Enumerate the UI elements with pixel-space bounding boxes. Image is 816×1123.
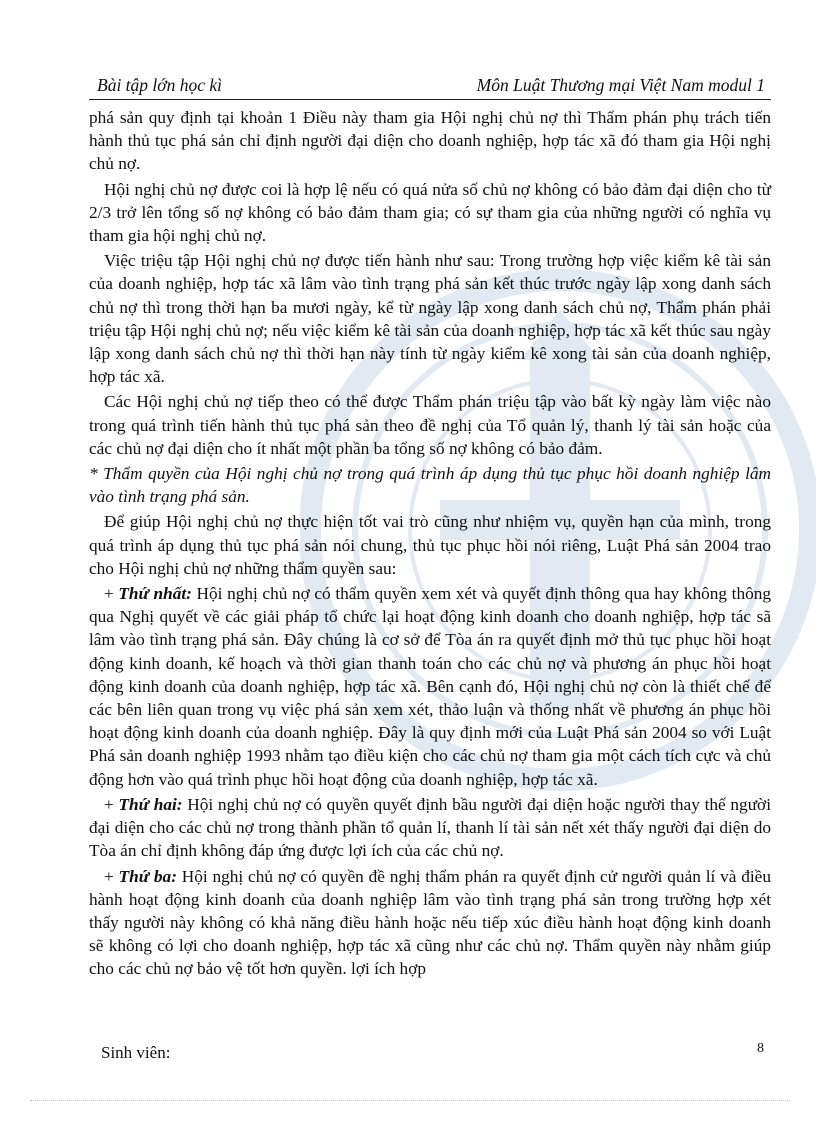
list-item-prefix: + [104,794,119,814]
paragraph: Việc triệu tập Hội nghị chủ nợ được tiến hành như sau: Trong trường hợp việc kiểm kê tài sản của doanh nghiệp, hợp tác xã lâm vào tình trạng phá sản kết thúc trước ngày lập xong danh sách chủ nợ thì trong thời hạn ba mươi ngày, kể từ ngày lập xong danh sách chủ nợ, Thẩm phán phải triệu tập Hội nghị chủ nợ; nếu việc kiểm kê tài sản của doanh nghiệp, hợp tác xã kết thúc sau ngày lập xong danh sách chủ nợ thì thời hạn này tính từ ngày kiểm kê xong tài sản của doanh nghiệp, hợp tác xã. [89,251,771,387]
page-number: 8 [757,1041,764,1056]
header-subject-label: Môn Luật Thương mại Việt Nam modul 1 [476,75,765,95]
document-body [89,106,771,983]
list-item-lead: Thứ ba: [118,866,177,886]
section-subheading: * Thẩm quyền của Hội nghị chủ nợ trong quá trình áp dụng thủ tục phục hồi doanh nghiệp lâm vào tình trạng phá sản. [89,464,771,507]
list-item [89,865,771,981]
paragraph: Các Hội nghị chủ nợ tiếp theo có thể được Thẩm phán triệu tập vào bất kỳ ngày làm việc nào trong quá trình tiến hành thủ tục phá sản theo đề nghị của Tổ quản lý, thanh lý tài sản hoặc của các chủ nợ đại diện cho ít nhất một phần ba tổng số nợ không có bảo đảm. [89,392,771,458]
paragraph: phá sản quy định tại khoản 1 Điều này tham gia Hội nghị chủ nợ thì Thẩm phán phụ trách tiến hành thủ tục phá sản chỉ định người đại diện cho doanh nghiệp, hợp tác xã đó tham gia Hội nghị chủ nợ. [89,108,771,174]
list-item-text: Hội nghị chủ nợ có quyền đề nghị thẩm phán ra quyết định cử người quản lí và điều hành hoạt động kinh doanh của doanh nghiệp lâm vào tình trạng phá sản trong trường hợp xét thấy người này không có khả năng điều hành hoặc nếu tiếp xúc điều hành hoạt động kinh doanh sẽ không có lợi cho doanh nghiệp, hợp tác xã cũng như các chủ nợ. Thẩm quyền này nhằm giúp cho các chủ nợ bảo vệ tốt hơn quyền. lợi ích hợp [89,866,771,979]
list-item-text: Hội nghị chủ nợ có thẩm quyền xem xét và quyết định thông qua hay không thông qua Nghị quyết về các giải pháp tổ chức lại hoạt động kinh doanh cho doanh nghiệp, hợp tác sã lâm vào tình trạng phá sản. Đây chúng là cơ sở để Tòa án ra quyết định mở thủ tục phục hồi hoạt động kinh doanh, kế hoạch và thời gian thanh toán cho các chủ nợ và phương án phục hồi hoạt động kinh doanh của doanh nghiệp, hợp tác xã. Bên cạnh đó, Hội nghị chủ nợ còn là thiết chế để các bên liên quan trong vụ việc phá sản xem xét, thảo luận và thống nhất về phương án phục hồi hoạt động kinh doanh của doanh nghiệp. Đây là quy định mới của Luật Phá sản 2004 so với Luật Phá sản doanh nghiệp 1993 nhằm tạo điều kiện cho các chủ nợ tham gia một cách tích cực và chủ động hơn vào quá trình phục hồi hoạt động của doanh nghiệp, hợp tác xã. [89,584,772,789]
list-item-text: Hội nghị chủ nợ có quyền quyết định bầu người đại diện hoặc người thay thế người đại diện cho các chủ nợ trong thành phần tổ quản lí, thanh lí tài sản nết xét thấy người đại diện do Tòa án chỉ định không đáp ứng được lợi ích của các chủ nợ. [89,794,771,861]
list-item-prefix: + [104,584,119,604]
paragraph: Hội nghị chủ nợ được coi là hợp lệ nếu có quá nửa số chủ nợ không có bảo đảm đại diện cho từ 2/3 trở lên tổng số nợ không có bảo đảm tham gia; có sự tham gia của những người có nghĩa vụ tham gia hội nghị chủ nợ. [89,179,771,246]
list-item [89,582,771,791]
list-item-lead: Thứ hai: [118,794,183,814]
list-item-lead: Thứ nhất: [118,584,192,604]
footer-student-label: Sinh viên: [101,1043,171,1062]
paragraph: Để giúp Hội nghị chủ nợ thực hiện tốt vai trò cũng như nhiệm vụ, quyền hạn của mình, trong quá trình áp dụng thủ tục phá sản nói chung, thủ tục phục hồi nói riêng, Luật Phá sản 2004 trao cho Hội nghị chủ nợ những thẩm quyền sau: [89,512,771,578]
page-header [89,73,771,100]
list-item-prefix: + [104,866,119,886]
page-bottom-divider [30,1100,790,1101]
header-course-label: Bài tập lớn học kì [97,75,223,95]
list-item [89,793,771,863]
